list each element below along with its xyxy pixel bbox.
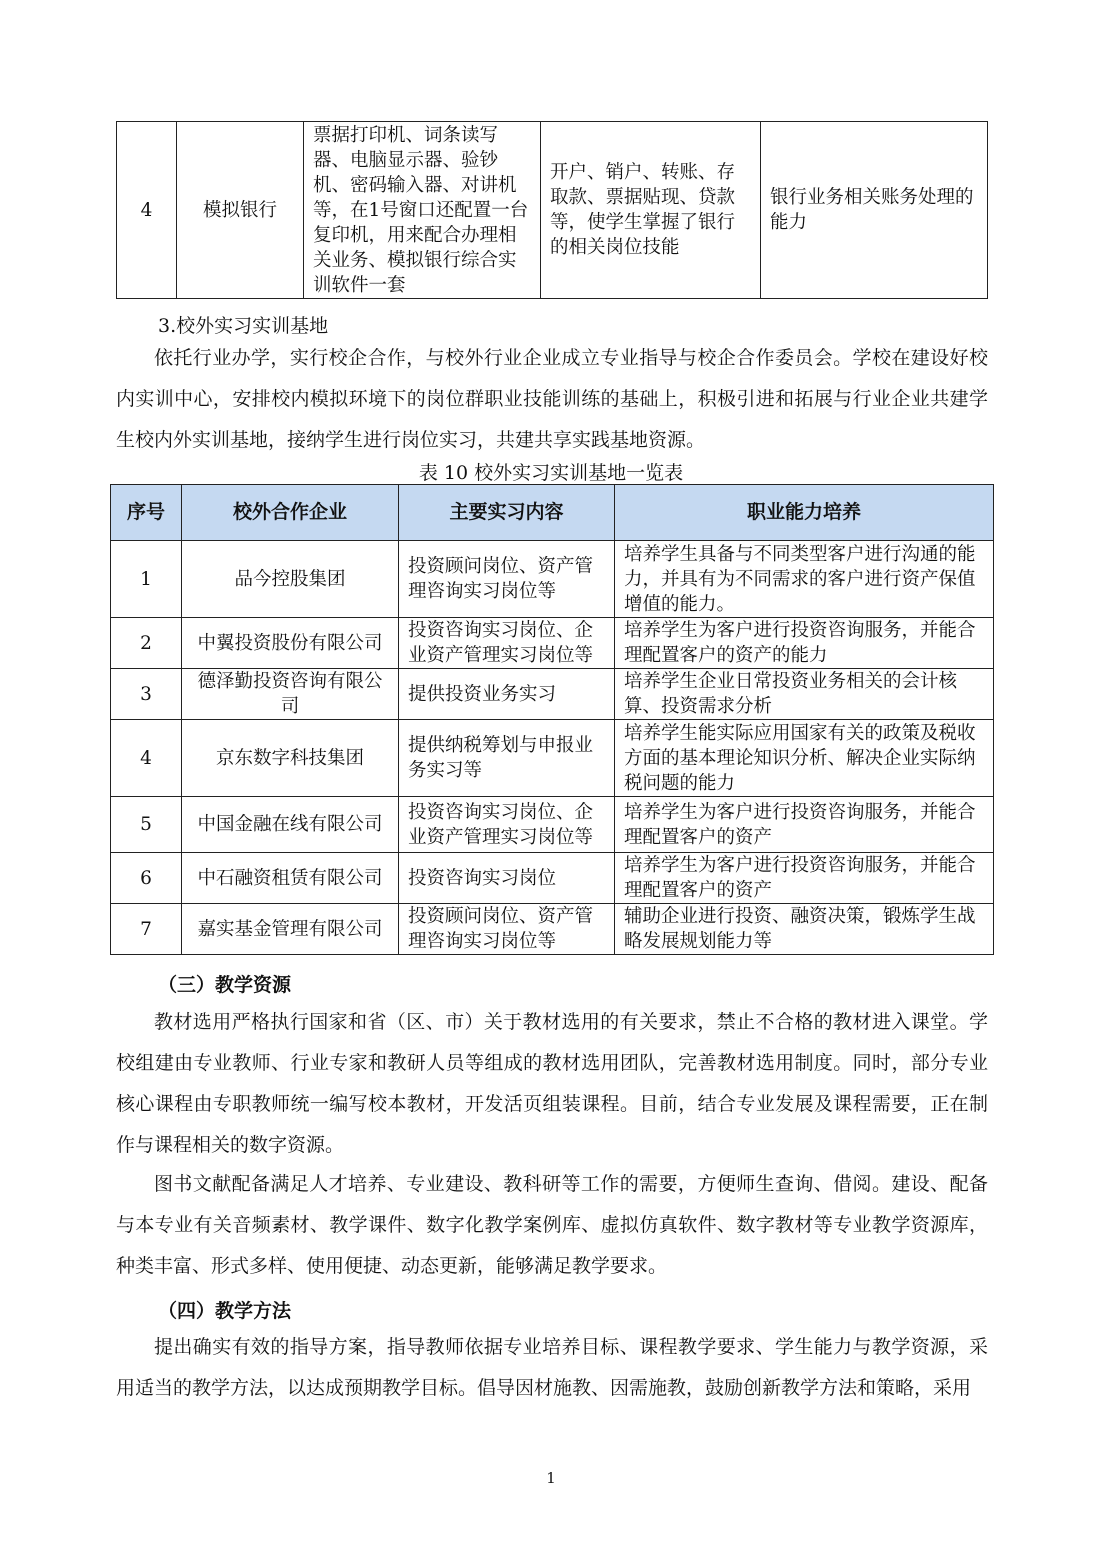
row-number: 5: [111, 797, 182, 853]
table-row: [111, 618, 994, 669]
company-name: 德泽勤投资咨询有限公司: [182, 669, 399, 720]
section-heading: 3.校外实习实训基地: [158, 315, 329, 337]
header-cell: 职业能力培养: [615, 485, 994, 541]
page-number: 1: [546, 1469, 556, 1487]
header-cell: 序号: [111, 485, 182, 541]
company-name: 嘉实基金管理有限公司: [182, 904, 399, 955]
company-name: 京东数字科技集团: [182, 720, 399, 797]
ability-cultivation: 辅助企业进行投资、融资决策，锻炼学生战略发展规划能力等: [615, 904, 994, 955]
header-cell: 主要实习内容: [399, 485, 615, 541]
equipment-table-continued: [116, 121, 988, 299]
table-row: [111, 669, 994, 720]
paragraph: 提出确实有效的指导方案，指导教师依据专业培养目标、课程教学要求、学生能力与教学资源，采用适当的教学方法，以达成预期教学目标。倡导因材施教、因需施教，鼓励创新教学方法和策略，采用: [116, 1336, 988, 1399]
header-cell: 校外合作企业: [182, 485, 399, 541]
internship-content: 投资咨询实习岗位、企业资产管理实习岗位等: [399, 797, 615, 853]
internship-content: 投资咨询实习岗位: [399, 853, 615, 904]
row-number: 4: [111, 720, 182, 797]
ability-cultivation: 培养学生具备与不同类型客户进行沟通的能力，并具有为不同需求的客户进行资产保值增值的能力。: [615, 541, 994, 618]
ability-cultivation: 培养学生为客户进行投资咨询服务，并能合理配置客户的资产的能力: [615, 618, 994, 669]
section-heading: （四）教学方法: [158, 1300, 292, 1322]
row-number: 3: [111, 669, 182, 720]
ability-trained: 银行业务相关账务处理的能力: [761, 122, 988, 299]
row-number: 4: [117, 122, 177, 299]
room-name: 模拟银行: [177, 122, 304, 299]
table-row: [111, 541, 994, 618]
internship-content: 投资顾问岗位、资产管理咨询实习岗位等: [399, 541, 615, 618]
company-name: 品今控股集团: [182, 541, 399, 618]
internship-content: 投资顾问岗位、资产管理咨询实习岗位等: [399, 904, 615, 955]
equipment-list: 票据打印机、词条读写器、电脑显示器、验钞机、密码输入器、对讲机等，在1号窗口还配置一台复印机，用来配合办理相关业务、模拟银行综合实训软件一套: [304, 122, 541, 299]
internship-content: 投资咨询实习岗位、企业资产管理实习岗位等: [399, 618, 615, 669]
row-number: 7: [111, 904, 182, 955]
company-name: 中石融资租赁有限公司: [182, 853, 399, 904]
internship-base-table: [110, 484, 994, 955]
table-row: [111, 797, 994, 853]
section-heading: （三）教学资源: [158, 974, 292, 996]
table-row: [117, 122, 988, 299]
internship-content: 提供纳税筹划与申报业务实习等: [399, 720, 615, 797]
ability-cultivation: 培养学生为客户进行投资咨询服务，并能合理配置客户的资产: [615, 853, 994, 904]
ability-cultivation: 培养学生能实际应用国家有关的政策及税收方面的基本理论知识分析、解决企业实际纳税问题的能力: [615, 720, 994, 797]
table-row: [111, 904, 994, 955]
row-number: 6: [111, 853, 182, 904]
company-name: 中国金融在线有限公司: [182, 797, 399, 853]
ability-cultivation: 培养学生企业日常投资业务相关的会计核算、投资需求分析: [615, 669, 994, 720]
table-row: [111, 720, 994, 797]
table-caption: 表 10 校外实习实训基地一览表: [418, 462, 684, 484]
training-content: 开户、销户、转账、存取款、票据贴现、贷款等，使学生掌握了银行的相关岗位技能: [541, 122, 761, 299]
row-number: 2: [111, 618, 182, 669]
paragraph: 依托行业办学，实行校企合作，与校外行业企业成立专业指导与校企合作委员会。学校在建设好校内实训中心，安排校内模拟环境下的岗位群职业技能训练的基础上，积极引进和拓展与行业企业共建学生校内外实训基地，接纳学生进行岗位实习，共建共享实践基地资源。: [116, 347, 988, 451]
ability-cultivation: 培养学生为客户进行投资咨询服务，并能合理配置客户的资产: [615, 797, 994, 853]
paragraph: 图书文献配备满足人才培养、专业建设、教科研等工作的需要，方便师生查询、借阅。建设、配备与本专业有关音频素材、教学课件、数字化教学案例库、虚拟仿真软件、数字教材等专业教学资源库，种类丰富、形式多样、使用便捷、动态更新，能够满足教学要求。: [116, 1173, 988, 1277]
internship-content: 提供投资业务实习: [399, 669, 615, 720]
table-header-row: [111, 485, 994, 541]
row-number: 1: [111, 541, 182, 618]
company-name: 中翼投资股份有限公司: [182, 618, 399, 669]
paragraph: 教材选用严格执行国家和省（区、市）关于教材选用的有关要求，禁止不合格的教材进入课堂。学校组建由专业教师、行业专家和教研人员等组成的教材选用团队，完善教材选用制度。同时，部分专业核心课程由专职教师统一编写校本教材，开发活页组装课程。目前，结合专业发展及课程需要，正在制作与课程相关的数字资源。: [116, 1011, 988, 1156]
table-row: [111, 853, 994, 904]
